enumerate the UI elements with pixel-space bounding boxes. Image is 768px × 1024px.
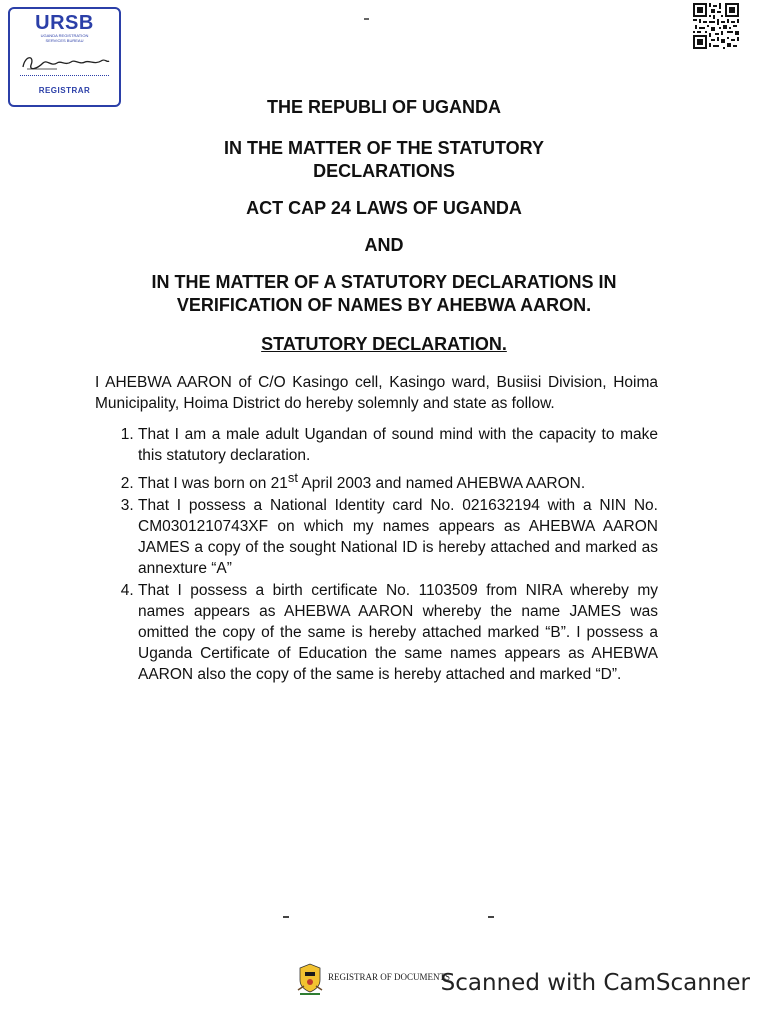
ursb-logo: URSB (35, 12, 94, 34)
stamp-subtitle-line1: UGANDA REGISTRATION (40, 33, 89, 38)
declaration-list (95, 424, 658, 685)
signature-icon (17, 49, 113, 75)
scan-mark-right (488, 916, 494, 918)
declaration-intro: I AHEBWA AARON of C/O Kasingo cell, Kasingo ward, Busiisi Division, Hoima Municipality, Hoima District do hereby solemnly and state as follow. (95, 374, 658, 412)
item2-text-after: April 2003 and named AHEBWA AARON. (297, 475, 586, 493)
stamp-caption: REGISTRAR (38, 86, 91, 95)
item2-text-before: That I was born on 21 (138, 475, 288, 493)
item2-superscript: st (287, 470, 298, 485)
heading-act: ACT CAP 24 LAWS OF UGANDA (246, 198, 522, 218)
heading-republic: THE REPUBLI OF UGANDA (267, 97, 501, 117)
declaration-item-3: 3. That I possess a National Identity card No. 021632194 with a NIN No. CM0301210743XF on which my names appears as AHEBWA AARON JAMES a copy of the sought National ID is hereby attached and marked as annexture “A” (138, 495, 658, 579)
document-headings (60, 96, 708, 356)
declaration-body (95, 372, 658, 686)
registrar-of-documents-text: REGISTRAR OF DOCUMENTS (328, 972, 451, 982)
camscanner-watermark: Scanned with CamScanner (440, 970, 750, 996)
declaration-item-4: 4. That I possess a birth certificate No. 1103509 from NIRA whereby my names appears as AHEBWA AARON whereby the name JAMES was omitted the copy of the same is hereby attached marked “B”. I possess a Uganda Certificate of Education the same names appears as AHEBWA AARON also the copy of the same is hereby attached and marked “D”. (138, 580, 658, 685)
heading-matter-statutory: IN THE MATTER OF THE STATUTORY DECLARATIONS (224, 138, 544, 181)
signature-line (20, 75, 109, 76)
heading-matter-verification: IN THE MATTER OF A STATUTORY DECLARATIONS IN VERIFICATION OF NAMES BY AHEBWA AARON. (151, 272, 617, 315)
ursb-registrar-stamp (8, 7, 121, 107)
scan-mark-left (283, 916, 289, 918)
stamp-subtitle-line2: SERVICES BUREAU (45, 38, 84, 43)
heading-and: AND (364, 235, 404, 255)
declaration-item-2 (138, 467, 658, 494)
heading-statutory-declaration: STATUTORY DECLARATION. (261, 334, 507, 354)
qr-code-icon (693, 3, 739, 49)
declaration-item-1: 1. That I am a male adult Ugandan of sound mind with the capacity to make this statutory declaration. (138, 424, 658, 466)
scan-mark-top (364, 18, 369, 20)
uganda-coat-of-arms-icon (296, 962, 324, 998)
